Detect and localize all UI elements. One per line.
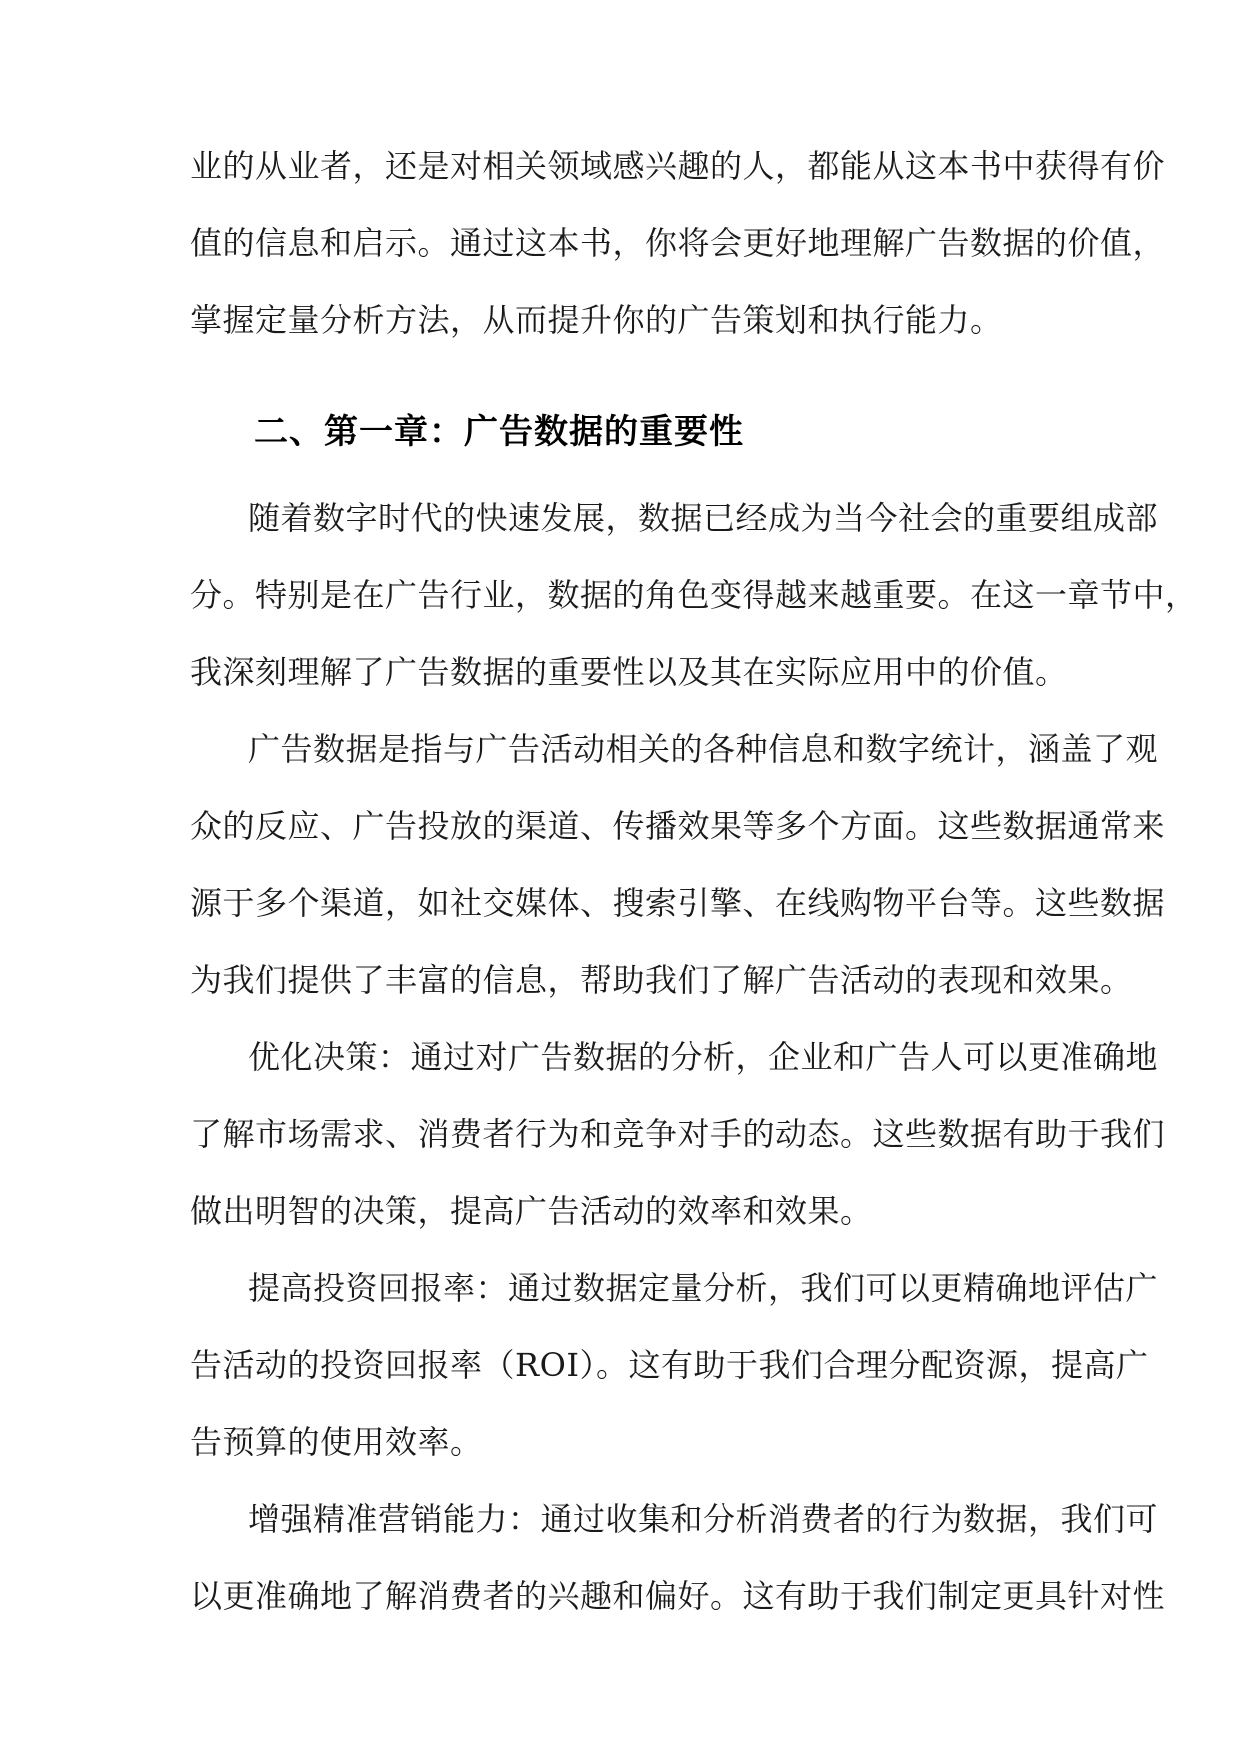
paragraph-4-line-1: 提高投资回报率：通过数据定量分析，我们可以更精确地评估广	[248, 1269, 1159, 1307]
paragraph-1-line-3: 我深刻理解了广告数据的重要性以及其在实际应用中的价值。	[190, 653, 1068, 691]
paragraph-2-line-4: 为我们提供了丰富的信息，帮助我们了解广告活动的表现和效果。	[190, 961, 1133, 999]
paragraph-4-line-2: 告活动的投资回报率（ROI）。这有助于我们合理分配资源，提高广	[190, 1346, 1149, 1384]
paragraph-1-line-2: 分。特别是在广告行业，数据的角色变得越来越重要。在这一章节中，	[190, 576, 1198, 614]
chapter-heading: 二、第一章：广告数据的重要性	[254, 412, 744, 452]
paragraph-2-line-1: 广告数据是指与广告活动相关的各种信息和数字统计，涵盖了观	[248, 730, 1159, 768]
intro-line-1: 业的从业者，还是对相关领域感兴趣的人，都能从这本书中获得有价	[190, 147, 1166, 185]
paragraph-3-line-1: 优化决策：通过对广告数据的分析，企业和广告人可以更准确地	[248, 1038, 1159, 1076]
paragraph-2-line-2: 众的反应、广告投放的渠道、传播效果等多个方面。这些数据通常来	[190, 807, 1166, 845]
intro-line-2: 值的信息和启示。通过这本书，你将会更好地理解广告数据的价值，	[190, 224, 1166, 262]
paragraph-1-line-1: 随着数字时代的快速发展，数据已经成为当今社会的重要组成部	[248, 499, 1159, 537]
paragraph-4-line-3: 告预算的使用效率。	[190, 1423, 483, 1461]
paragraph-2-line-3: 源于多个渠道，如社交媒体、搜索引擎、在线购物平台等。这些数据	[190, 884, 1166, 922]
paragraph-3-line-3: 做出明智的决策，提高广告活动的效率和效果。	[190, 1192, 873, 1230]
paragraph-5-line-1: 增强精准营销能力：通过收集和分析消费者的行为数据，我们可	[248, 1500, 1159, 1538]
intro-line-3: 掌握定量分析方法，从而提升你的广告策划和执行能力。	[190, 301, 1003, 339]
paragraph-5-line-2: 以更准确地了解消费者的兴趣和偏好。这有助于我们制定更具针对性	[190, 1577, 1166, 1615]
paragraph-3-line-2: 了解市场需求、消费者行为和竞争对手的动态。这些数据有助于我们	[190, 1115, 1166, 1153]
